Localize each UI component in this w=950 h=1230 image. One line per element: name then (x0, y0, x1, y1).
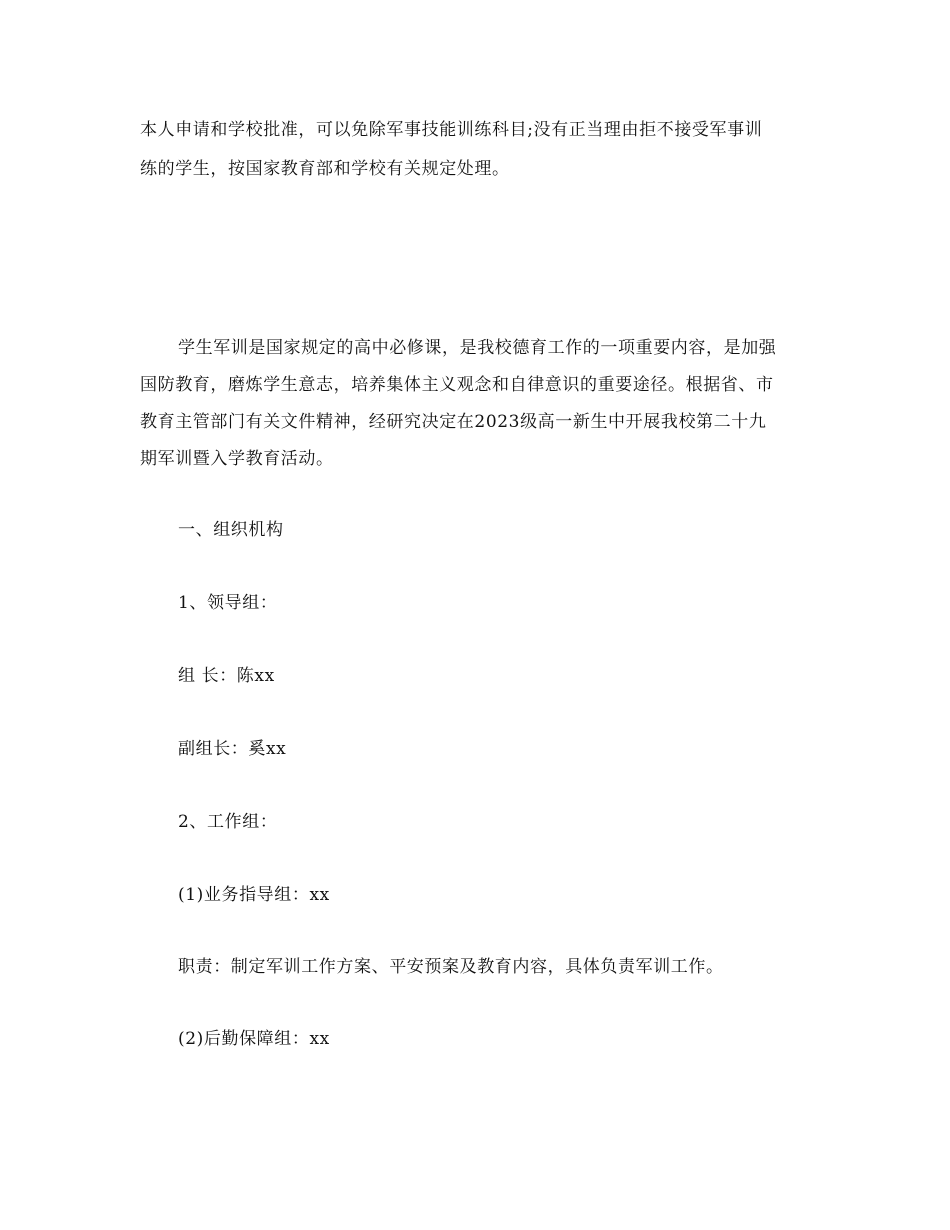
leader-line: 组 长：陈xx (178, 666, 275, 686)
deputy-leader-line: 副组长：奚xx (178, 739, 287, 759)
work-group-heading: 2、工作组： (178, 812, 278, 832)
intro-line-2: 国防教育，磨炼学生意志，培养集体主义观念和自律意识的重要途径。根据省、市 (140, 375, 774, 395)
leadership-heading: 1、领导组： (178, 593, 278, 613)
intro-line-4: 期军训暨入学教育活动。 (140, 449, 334, 469)
continuation-line-1: 本人申请和学校批准，可以免除军事技能训练科目;没有正当理由拒不接受军事训 (140, 120, 763, 140)
business-duty-line: 职责：制定军训工作方案、平安预案及教育内容，具体负责军训工作。 (178, 957, 724, 977)
business-group-line: (1)业务指导组：xx (178, 885, 330, 905)
intro-line-1: 学生军训是国家规定的高中必修课，是我校德育工作的一项重要内容，是加强 (178, 338, 777, 358)
logistics-group-line: (2)后勤保障组：xx (178, 1029, 330, 1049)
continuation-line-2: 练的学生，按国家教育部和学校有关规定处理。 (140, 159, 510, 179)
section-1-heading: 一、组织机构 (178, 520, 284, 540)
intro-line-3: 教育主管部门有关文件精神，经研究决定在2023级高一新生中开展我校第二十九 (140, 412, 767, 432)
